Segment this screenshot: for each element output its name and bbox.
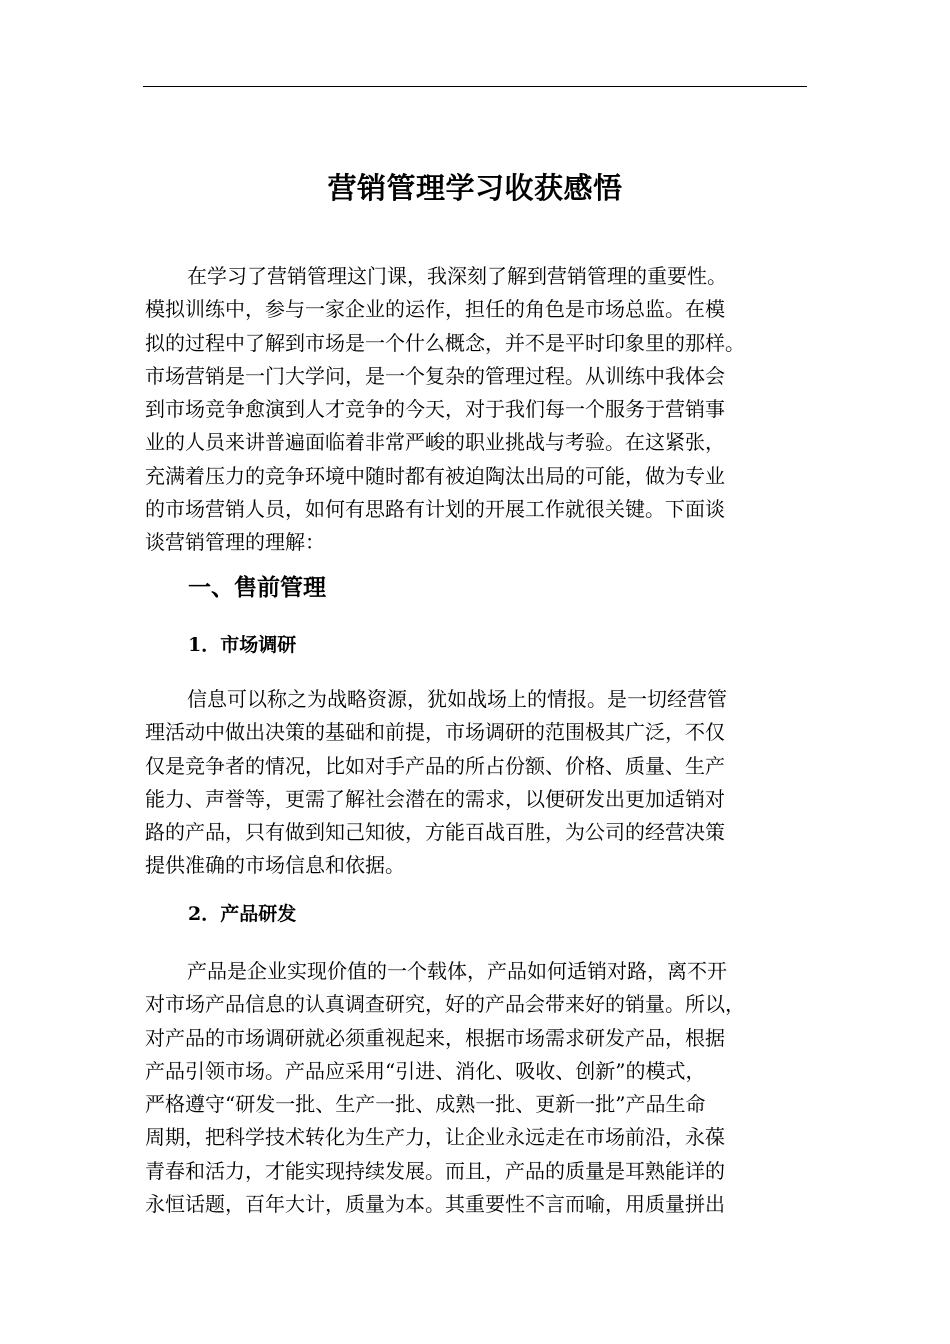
paragraph-line: 信息可以称之为战略资源，犹如战场上的情报。是一切经营管 — [187, 687, 727, 711]
paragraph-line: 业的人员来讲普遍面临着非常严峻的职业挑战与考验。在这紧张， — [145, 430, 725, 455]
paragraph-line: 产品引领市场。产品应采用“引进、消化、吸收、创新”的模式， — [145, 1058, 706, 1083]
paragraph-line: 永恒话题，百年大计，质量为本。其重要性不言而喻，用质量拼出 — [145, 1192, 725, 1217]
paragraph-line: 理活动中做出决策的基础和前提，市场调研的范围极其广泛，不仅 — [145, 720, 725, 745]
paragraph-line: 对市场产品信息的认真调查研究，好的产品会带来好的销量。所以， — [145, 992, 745, 1017]
paragraph-line: 能力、声誉等，更需了解社会潜在的需求，以便研发出更加适销对 — [145, 786, 725, 811]
paragraph-line: 对产品的市场调研就必须重视起来，根据市场需求研发产品，根据 — [145, 1025, 725, 1050]
header-rule — [143, 86, 807, 87]
paragraph-line: 充满着压力的竞争环境中随时都有被迫陶汰出局的可能，做为专业 — [145, 463, 725, 488]
paragraph-line: 在学习了营销管理这门课，我深刻了解到营销管理的重要性。 — [187, 264, 727, 288]
paragraph-line: 青春和活力，才能实现持续发展。而且，产品的质量是耳熟能详的 — [145, 1158, 725, 1183]
paragraph-line: 模拟训练中，参与一家企业的运作，担任的角色是市场总监。在模 — [145, 297, 725, 322]
paragraph-line: 周期，把科学技术转化为生产力，让企业永远走在市场前沿，永葆 — [145, 1125, 725, 1150]
paragraph-line: 严格遵守“研发一批、生产一批、成熟一批、更新一批”产品生命 — [145, 1092, 706, 1117]
paragraph-line: 到市场竞争愈演到人才竞争的今天，对于我们每一个服务于营销事 — [145, 397, 725, 422]
subsection-heading-product-development: 2．产品研发 — [188, 903, 297, 925]
paragraph-line: 提供准确的市场信息和依据。 — [145, 853, 405, 878]
paragraph-line: 拟的过程中了解到市场是一个什么概念，并不是平时印象里的那样。 — [145, 330, 745, 355]
paragraph-line: 产品是企业实现价值的一个载体，产品如何适销对路，离不开 — [187, 959, 727, 983]
market-research-paragraph — [145, 683, 807, 883]
paragraph-line: 路的产品，只有做到知己知彼，方能百战百胜，为公司的经营决策 — [145, 820, 725, 845]
paragraph-line: 市场营销是一门大学问，是一个复杂的管理过程。从训练中我体会 — [145, 363, 725, 388]
subsection-heading-market-research: 1．市场调研 — [188, 634, 297, 656]
document-title: 营销管理学习收获感悟 — [327, 171, 623, 205]
section-heading: 一、售前管理 — [188, 574, 326, 601]
intro-paragraph — [145, 260, 807, 560]
product-development-paragraph — [145, 955, 807, 1221]
paragraph-line: 仅是竞争者的情况，比如对手产品的所占份额、价格、质量、生产 — [145, 753, 725, 778]
paragraph-line: 的市场营销人员，如何有思路有计划的开展工作就很关键。下面谈 — [145, 497, 725, 522]
paragraph-line: 谈营销管理的理解： — [145, 530, 325, 555]
